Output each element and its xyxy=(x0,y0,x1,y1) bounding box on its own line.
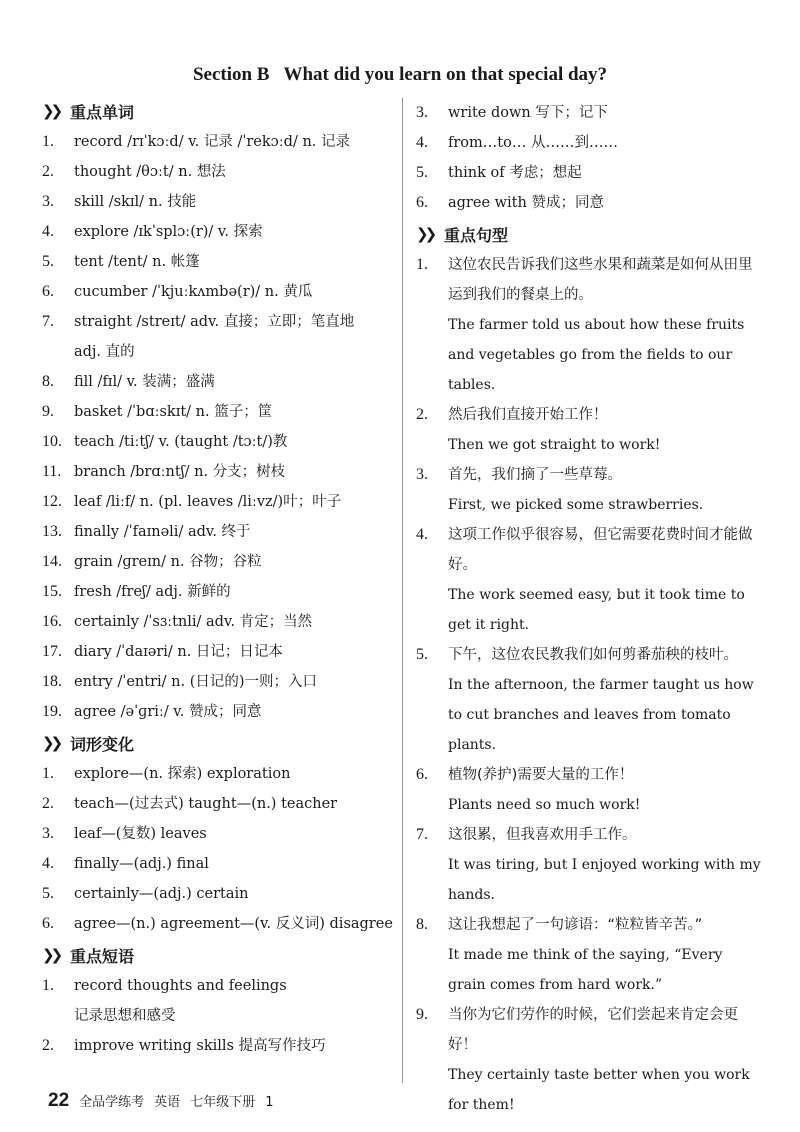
item-number: 5. xyxy=(42,885,54,902)
item-number: 6. xyxy=(416,194,428,211)
double-chevron-icon: ❯❯ xyxy=(42,946,60,964)
item-text: diary /ˈdaɪəri/ n. 日记；日记本 xyxy=(74,644,283,660)
list-item xyxy=(42,277,394,307)
list-item xyxy=(42,667,394,697)
item-continuation: 记录思想和感受 xyxy=(74,1008,176,1024)
item-text: explore—(n. 探索) exploration xyxy=(74,766,291,782)
item-number: 4. xyxy=(416,526,428,543)
item-text: agree with 赞成；同意 xyxy=(448,195,604,211)
sentences-list xyxy=(416,250,764,1120)
item-text: certainly—(adj.) certain xyxy=(74,886,249,902)
list-item xyxy=(416,128,764,158)
list-item xyxy=(42,637,394,667)
item-text: basket /ˈbɑːskɪt/ n. 篮子；筐 xyxy=(74,404,273,420)
item-number: 7. xyxy=(42,313,54,330)
sentence-chinese: 当你为它们劳作的时候，它们尝起来肯定会更好！ xyxy=(448,1007,738,1053)
list-item xyxy=(42,457,394,487)
list-item xyxy=(42,217,394,247)
item-text: finally /ˈfaɪnəli/ adv. 终于 xyxy=(74,524,251,540)
sentence-item xyxy=(416,820,764,910)
sentence-chinese: 植物(养护)需要大量的工作！ xyxy=(448,767,634,783)
vocab-heading: ❯❯ 重点单词 xyxy=(42,102,135,122)
item-number: 4. xyxy=(42,223,54,240)
list-item xyxy=(42,607,394,637)
item-number: 12. xyxy=(42,493,62,510)
page-number: 22 xyxy=(48,1090,70,1111)
vocab-list xyxy=(42,127,394,727)
sentence-text xyxy=(448,910,764,1000)
right-column xyxy=(416,98,764,1120)
item-text: record /rɪˈkɔːd/ v. 记录 /ˈrekɔːd/ n. 记录 xyxy=(74,134,351,150)
list-item xyxy=(42,759,394,789)
sentence-text xyxy=(448,1000,764,1120)
list-item xyxy=(42,247,394,277)
item-number: 2. xyxy=(42,795,54,812)
item-number: 6. xyxy=(42,915,54,932)
item-text: entry /ˈentri/ n. (日记的)一则；入口 xyxy=(74,674,318,690)
sentence-item xyxy=(416,910,764,1000)
item-text: write down 写下；记下 xyxy=(448,105,608,121)
sentence-english: The work seemed easy, but it took time to get it right. xyxy=(448,587,745,633)
forms-heading: ❯❯ 词形变化 xyxy=(42,734,135,754)
item-text: think of 考虑；想起 xyxy=(448,165,582,181)
book-name: 全品学练考 xyxy=(79,1095,145,1110)
phrases-list-left xyxy=(42,971,394,1061)
sentence-text xyxy=(448,760,764,820)
list-item xyxy=(42,157,394,187)
sentence-chinese: 这很累，但我喜欢用手工作。 xyxy=(448,827,637,843)
item-text: grain /ɡreɪn/ n. 谷物；谷粒 xyxy=(74,554,262,570)
grade: 七年级下册 xyxy=(190,1095,256,1110)
double-chevron-icon: ❯❯ xyxy=(42,102,60,120)
item-number: 9. xyxy=(416,1006,428,1023)
item-number: 13. xyxy=(42,523,62,540)
item-text: tent /tent/ n. 帐篷 xyxy=(74,254,200,270)
item-number: 10. xyxy=(42,433,62,450)
sentence-chinese: 这项工作似乎很容易，但它需要花费时间才能做好。 xyxy=(448,527,753,573)
item-number: 7. xyxy=(416,826,428,843)
list-item xyxy=(42,909,394,939)
item-number: 3. xyxy=(416,104,428,121)
item-number: 15. xyxy=(42,583,62,600)
item-number: 1. xyxy=(42,765,54,782)
item-number: 1. xyxy=(416,256,428,273)
list-item xyxy=(42,427,394,457)
sentence-item xyxy=(416,400,764,460)
sentence-english: In the afternoon, the farmer taught us how to cut branches and leaves from tomato plants. xyxy=(448,677,754,753)
item-text: skill /skɪl/ n. 技能 xyxy=(74,194,197,210)
list-item xyxy=(42,307,394,337)
list-item xyxy=(42,127,394,157)
item-number: 2. xyxy=(42,163,54,180)
item-text: agree /əˈɡriː/ v. 赞成；同意 xyxy=(74,704,262,720)
forms-list xyxy=(42,759,394,939)
item-text: teach /tiːtʃ/ v. (taught /tɔːt/)教 xyxy=(74,434,288,450)
item-number: 4. xyxy=(416,134,428,151)
sentence-text xyxy=(448,400,764,460)
list-item xyxy=(42,397,394,427)
item-number: 5. xyxy=(42,253,54,270)
item-text: certainly /ˈsɜːtnli/ adv. 肯定；当然 xyxy=(74,614,313,630)
list-item xyxy=(42,849,394,879)
page-footer xyxy=(48,1090,273,1112)
section-question: What did you learn on that special day? xyxy=(283,64,608,85)
item-text: explore /ɪkˈsplɔː(r)/ v. 探索 xyxy=(74,224,263,240)
item-number: 16. xyxy=(42,613,62,630)
item-text: fresh /freʃ/ adj. 新鲜的 xyxy=(74,584,231,600)
page-title xyxy=(0,64,800,86)
sentence-item xyxy=(416,460,764,520)
sentences-heading: ❯❯ 重点句型 xyxy=(416,225,509,245)
volume: 1 xyxy=(265,1095,274,1110)
item-number: 11. xyxy=(42,463,62,480)
list-item xyxy=(42,517,394,547)
sentence-english: Plants need so much work! xyxy=(448,797,641,813)
list-item xyxy=(42,367,394,397)
item-number: 9. xyxy=(42,403,54,420)
sentence-chinese: 首先，我们摘了一些草莓。 xyxy=(448,467,622,483)
sentence-item xyxy=(416,250,764,400)
sentence-item xyxy=(416,640,764,760)
sentence-item xyxy=(416,520,764,640)
item-text: finally—(adj.) final xyxy=(74,856,209,872)
sentence-text xyxy=(448,820,764,910)
list-item xyxy=(416,98,764,128)
section-label: Section B xyxy=(192,64,270,85)
phrases-heading: ❯❯ 重点短语 xyxy=(42,946,135,966)
item-number: 4. xyxy=(42,855,54,872)
sentence-text xyxy=(448,640,764,760)
list-item xyxy=(42,697,394,727)
sentence-english: It made me think of the saying, “Every grain comes from hard work.” xyxy=(448,947,723,993)
item-number: 3. xyxy=(42,825,54,842)
item-text: straight /streɪt/ adv. 直接；立即；笔直地 xyxy=(74,314,355,330)
item-text: record thoughts and feelings xyxy=(74,978,287,994)
item-number: 1. xyxy=(42,977,54,994)
list-item xyxy=(42,487,394,517)
item-number: 8. xyxy=(416,916,428,933)
item-text: leaf—(复数) leaves xyxy=(74,826,207,842)
sentence-chinese: 这让我想起了一句谚语：“粒粒皆辛苦。” xyxy=(448,917,703,933)
sentence-chinese: 这位农民告诉我们这些水果和蔬菜是如何从田里运到我们的餐桌上的。 xyxy=(448,257,753,303)
list-item xyxy=(42,819,394,849)
item-text: improve writing skills 提高写作技巧 xyxy=(74,1038,326,1054)
item-text: teach—(过去式) taught—(n.) teacher xyxy=(74,796,338,812)
phrases-list-right xyxy=(416,98,764,218)
item-text: fill /fɪl/ v. 装满；盛满 xyxy=(74,374,215,390)
double-chevron-icon: ❯❯ xyxy=(42,734,60,752)
list-item xyxy=(416,188,764,218)
item-number: 3. xyxy=(416,466,428,483)
item-number: 3. xyxy=(42,193,54,210)
item-text: cucumber /ˈkjuːkʌmbə(r)/ n. 黄瓜 xyxy=(74,284,313,300)
left-column xyxy=(42,95,394,1061)
item-continuation: adj. 直的 xyxy=(74,344,135,360)
item-number: 18. xyxy=(42,673,62,690)
list-item xyxy=(42,879,394,909)
item-text: branch /brɑːntʃ/ n. 分支；树枝 xyxy=(74,464,286,480)
sentence-english: Then we got straight to work! xyxy=(448,437,661,453)
sentence-english: First, we picked some strawberries. xyxy=(448,497,704,513)
sentence-chinese: 然后我们直接开始工作！ xyxy=(448,407,608,423)
item-number: 6. xyxy=(42,283,54,300)
item-text: agree—(n.) agreement—(v. 反义词) disagree xyxy=(74,916,393,932)
item-number: 17. xyxy=(42,643,62,660)
item-number: 5. xyxy=(416,646,428,663)
item-number: 8. xyxy=(42,373,54,390)
item-text: from…to… 从……到…… xyxy=(448,135,618,151)
sentence-english: The farmer told us about how these fruits and vegetables go from the fields to our tables. xyxy=(448,317,745,393)
column-divider xyxy=(402,98,403,1083)
item-number: 6. xyxy=(416,766,428,783)
item-number: 1. xyxy=(42,133,54,150)
list-item xyxy=(42,789,394,819)
sentence-english: It was tiring, but I enjoyed working with my hands. xyxy=(448,857,761,903)
item-text: leaf /liːf/ n. (pl. leaves /liːvz/)叶；叶子 xyxy=(74,494,342,510)
double-chevron-icon: ❯❯ xyxy=(416,225,434,243)
sentence-text xyxy=(448,250,764,400)
item-text: thought /θɔːt/ n. 想法 xyxy=(74,164,226,180)
item-number: 14. xyxy=(42,553,62,570)
sentence-text xyxy=(448,520,764,640)
sentence-item xyxy=(416,760,764,820)
subject: 英语 xyxy=(154,1095,181,1110)
item-number: 2. xyxy=(416,406,428,423)
list-item xyxy=(42,187,394,217)
item-number: 19. xyxy=(42,703,62,720)
item-number: 5. xyxy=(416,164,428,181)
list-item xyxy=(42,971,394,1001)
list-item xyxy=(416,158,764,188)
sentence-english: They certainly taste better when you work for them! xyxy=(448,1067,750,1113)
list-item xyxy=(42,547,394,577)
list-item xyxy=(42,1031,394,1061)
sentence-chinese: 下午，这位农民教我们如何剪番茄秧的枝叶。 xyxy=(448,647,738,663)
list-item xyxy=(42,577,394,607)
sentence-item xyxy=(416,1000,764,1120)
sentence-text xyxy=(448,460,764,520)
item-number: 2. xyxy=(42,1037,54,1054)
